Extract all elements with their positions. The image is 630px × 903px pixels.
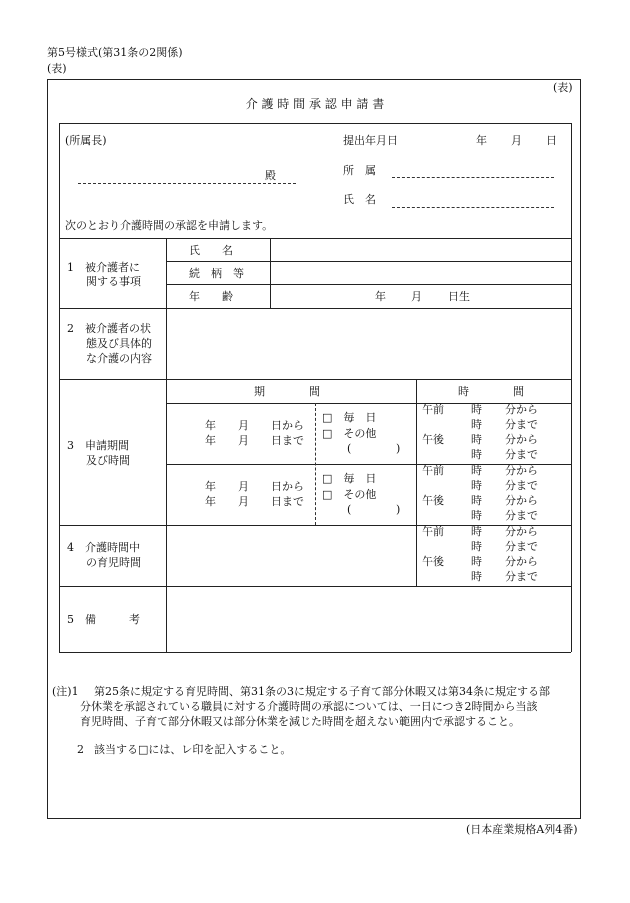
sec5-top bbox=[59, 586, 571, 587]
period1-until: 年 月 日まで bbox=[205, 434, 304, 447]
sec1-top bbox=[59, 238, 571, 239]
sec1-row-line-1 bbox=[166, 261, 571, 262]
t1-pm-until: 分まで bbox=[505, 448, 538, 461]
period1-paren-open: ( bbox=[347, 442, 352, 455]
note1-prefix: (注)1 bbox=[52, 685, 79, 698]
birth-month: 月 bbox=[411, 290, 422, 303]
sec4-top bbox=[59, 525, 571, 526]
affiliation-field[interactable] bbox=[392, 177, 554, 178]
sec2-label-2: 態及び具体的 bbox=[86, 337, 152, 350]
t2-am-until: 分まで bbox=[505, 479, 538, 492]
t3-am-hour2: 時 bbox=[471, 540, 482, 553]
sec3-label-2: 及び時間 bbox=[86, 454, 130, 467]
period2-paren-close: ) bbox=[396, 503, 401, 516]
t1-pm-hour: 時 bbox=[471, 433, 482, 446]
t1-am-until: 分まで bbox=[505, 418, 538, 431]
t1-pm-from: 分から bbox=[505, 433, 538, 446]
t1-am-hour2: 時 bbox=[471, 418, 482, 431]
period1-everyday-checkbox[interactable]: □ 毎 日 bbox=[322, 411, 377, 424]
affiliation-label: 所 属 bbox=[343, 164, 376, 177]
t2-am-hour: 時 bbox=[471, 464, 482, 477]
birth-year: 年 bbox=[375, 290, 386, 303]
period1-from: 年 月 日から bbox=[205, 419, 304, 432]
side-indicator: (表) bbox=[47, 62, 67, 75]
sec3-top bbox=[59, 379, 571, 380]
table-left-border bbox=[59, 123, 60, 652]
form-title: 介 護 時 間 承 認 申 請 書 bbox=[245, 97, 385, 111]
sec1-age-label: 年 齢 bbox=[189, 290, 233, 303]
period2-until: 年 月 日まで bbox=[205, 495, 304, 508]
t2-pm-from: 分から bbox=[505, 494, 538, 507]
table-right-border bbox=[571, 123, 572, 652]
period1-paren-close: ) bbox=[396, 442, 401, 455]
birth-day: 日生 bbox=[448, 290, 470, 303]
t2-pm-hour: 時 bbox=[471, 494, 482, 507]
date-year: 年 bbox=[476, 134, 487, 147]
sec3-label-1: 3 申請期間 bbox=[67, 439, 129, 452]
sec1-row-line-2 bbox=[166, 284, 571, 285]
sec5-label: 5 備 考 bbox=[67, 613, 140, 626]
date-month: 月 bbox=[511, 134, 522, 147]
request-text: 次のとおり介護時間の承認を申請します。 bbox=[65, 219, 274, 232]
time-header: 時 間 bbox=[458, 385, 524, 398]
table-bottom-border bbox=[59, 652, 571, 653]
side-indicator-right: (表) bbox=[553, 81, 573, 94]
sec1-label-2: 関する事項 bbox=[86, 275, 141, 288]
t2-am-hour2: 時 bbox=[471, 479, 482, 492]
recipient-line[interactable] bbox=[78, 183, 296, 184]
note2-text: 該当する□には、レ印を記入すること。 bbox=[94, 743, 292, 756]
sec4-label-2: の育児時間 bbox=[86, 556, 141, 569]
sec2-label-3: な介護の内容 bbox=[86, 352, 152, 365]
t3-pm: 午後 bbox=[422, 555, 444, 568]
sec1-label-1: 1 被介護者に bbox=[67, 261, 140, 274]
period-dashed-divider bbox=[315, 403, 316, 525]
period-header: 期 間 bbox=[254, 385, 320, 398]
t2-am-from: 分から bbox=[505, 464, 538, 477]
t3-am-hour: 時 bbox=[471, 525, 482, 538]
applicant-name-label: 氏 名 bbox=[343, 193, 376, 206]
t3-am-until: 分まで bbox=[505, 540, 538, 553]
sec1-relation-label: 続 柄 等 bbox=[189, 267, 244, 280]
t3-pm-hour: 時 bbox=[471, 555, 482, 568]
t3-am: 午前 bbox=[422, 525, 444, 538]
sec1-field-divider bbox=[270, 238, 271, 308]
period1-other-checkbox[interactable]: □ その他 bbox=[322, 427, 377, 440]
date-day: 日 bbox=[546, 134, 557, 147]
note2-prefix: 2 bbox=[77, 743, 84, 756]
period2-other-checkbox[interactable]: □ その他 bbox=[322, 488, 377, 501]
t3-pm-hour2: 時 bbox=[471, 570, 482, 583]
honorific: 殿 bbox=[265, 169, 276, 182]
period2-everyday-checkbox[interactable]: □ 毎 日 bbox=[322, 472, 377, 485]
sec2-label-1: 2 被介護者の状 bbox=[67, 322, 151, 335]
t1-am: 午前 bbox=[422, 403, 444, 416]
note1-line3: 育児時間、子育て部分休暇又は部分休業を減じた時間を超えない範囲内で承認すること。 bbox=[80, 715, 520, 728]
time-column-divider bbox=[416, 379, 417, 586]
t3-am-from: 分から bbox=[505, 525, 538, 538]
note1-line2: 分休業を承認されている職員に対する介護時間の承認については、一日につき2時間から当該 bbox=[80, 700, 538, 713]
t2-pm-hour2: 時 bbox=[471, 509, 482, 522]
period2-paren-open: ( bbox=[347, 503, 352, 516]
t3-pm-until: 分まで bbox=[505, 570, 538, 583]
t1-am-hour: 時 bbox=[471, 403, 482, 416]
date-label: 提出年月日 bbox=[343, 134, 398, 147]
t2-pm-until: 分まで bbox=[505, 509, 538, 522]
table-top-border bbox=[59, 123, 571, 124]
sec1-name-label: 氏 名 bbox=[189, 244, 233, 257]
t3-pm-from: 分から bbox=[505, 555, 538, 568]
recipient-label: (所属長) bbox=[65, 134, 107, 147]
period2-from: 年 月 日から bbox=[205, 480, 304, 493]
standard-note: (日本産業規格A列4番) bbox=[466, 823, 578, 836]
t1-pm: 午後 bbox=[422, 433, 444, 446]
t1-pm-hour2: 時 bbox=[471, 448, 482, 461]
note1-line1: 第25条に規定する育児時間、第31条の3に規定する子育て部分休暇又は第34条に規定する部 bbox=[94, 685, 550, 698]
applicant-name-field[interactable] bbox=[392, 207, 554, 208]
sec2-top bbox=[59, 308, 571, 309]
t2-pm: 午後 bbox=[422, 494, 444, 507]
t2-am: 午前 bbox=[422, 464, 444, 477]
label-column-divider bbox=[166, 238, 167, 652]
form-number: 第5号様式(第31条の2関係) bbox=[47, 46, 183, 59]
sec4-label-1: 4 介護時間中 bbox=[67, 541, 140, 554]
t1-am-from: 分から bbox=[505, 403, 538, 416]
